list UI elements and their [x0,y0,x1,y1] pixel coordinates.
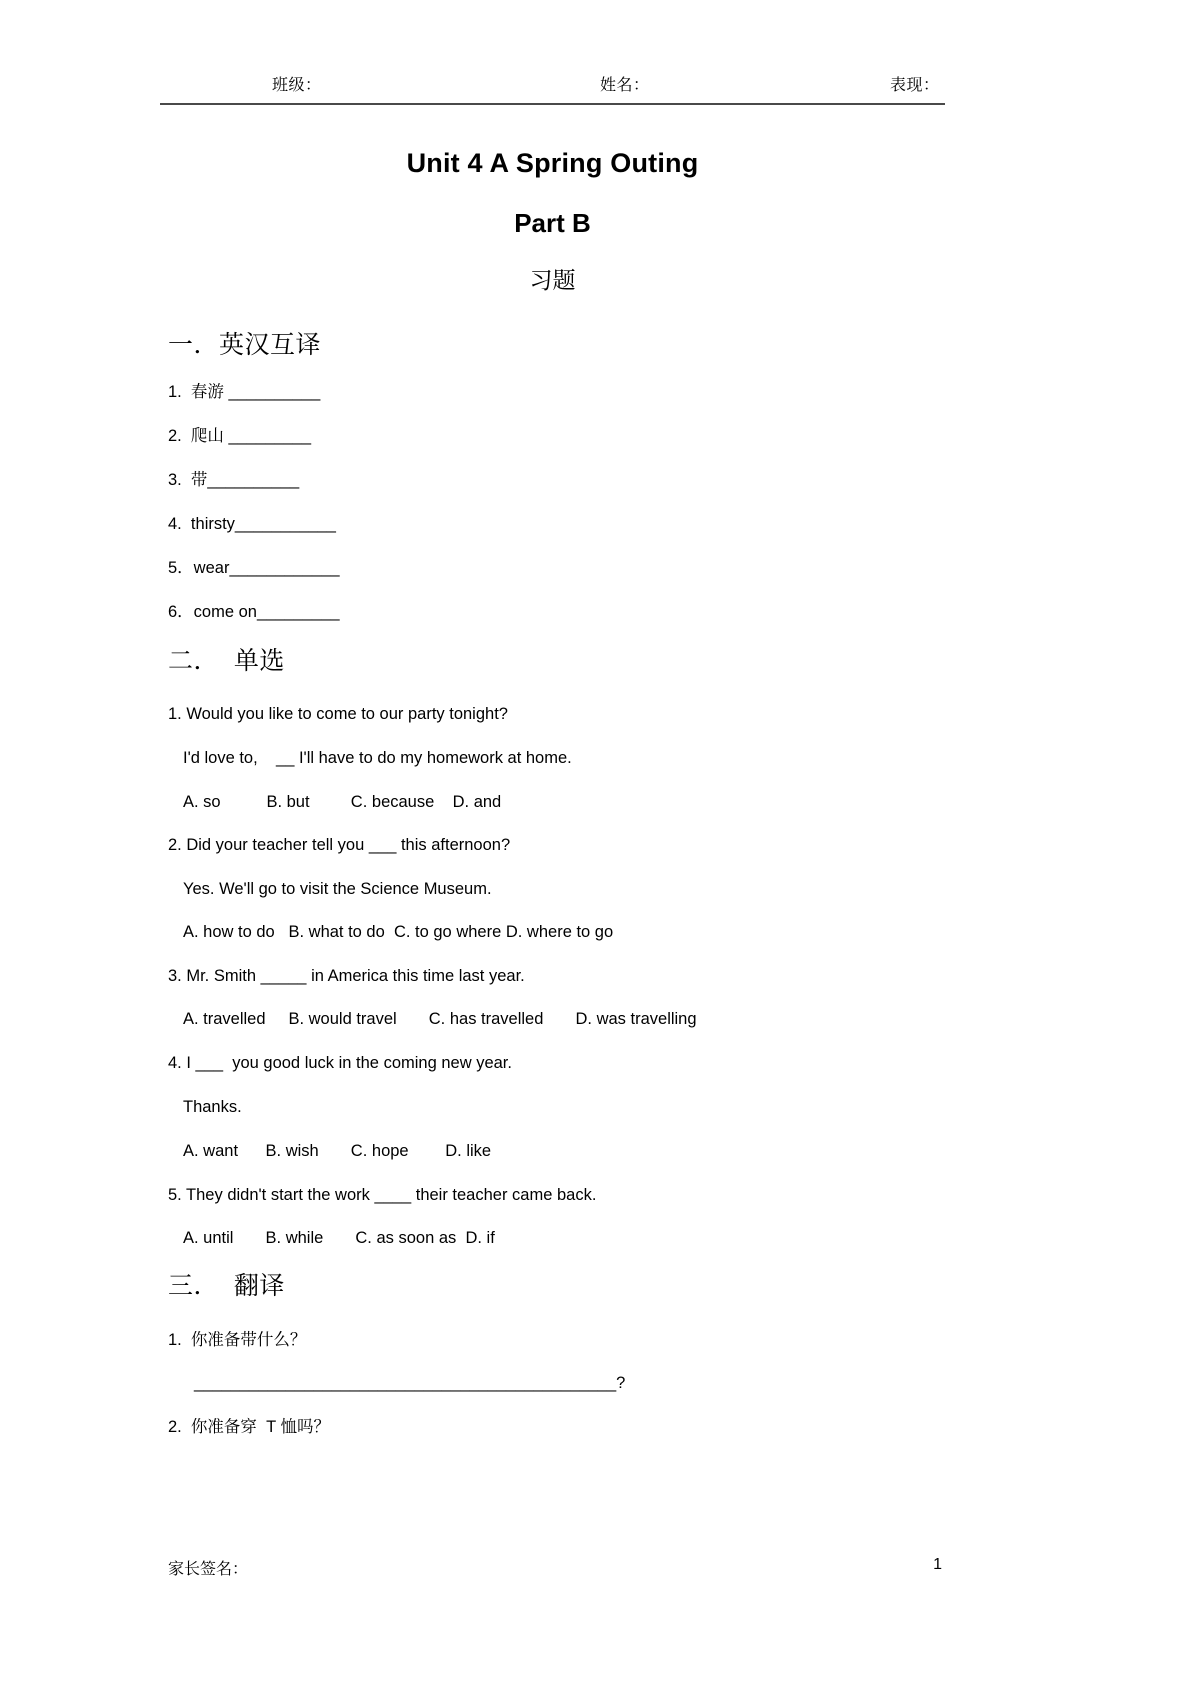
vocab-item-4: 4. thirsty___________ [168,515,336,533]
page-number: 1 [933,1556,942,1573]
section-heading-three: 三． 翻译 [168,1272,285,1300]
vocab-item-2: 2. 爬山 _________ [168,427,312,445]
page-header [160,72,945,102]
translation-item-1-answer-line[interactable]: ______________________________________________? [194,1374,626,1392]
mc-question-4-reply: Thanks. [183,1098,242,1116]
parent-signature-label: 家长签名： [168,1561,249,1578]
class-label: 班级： [272,77,322,94]
worksheet-sheet [160,0,945,1684]
vocab-item-5: 5．wear____________ [168,559,340,577]
vocab-item-1: 1. 春游 __________ [168,383,321,401]
mc-question-2-options: A. how to do B. what to do C. to go where D. where to go [183,923,614,941]
translation-item-1-prompt: 1. 你准备带什么？ [168,1331,307,1349]
mc-question-5-options: A. until B. while C. as soon as D. if [183,1229,495,1247]
mc-question-1-stem: 1. Would you like to come to our party tonight? [168,705,508,723]
vocab-item-3: 3. 带__________ [168,471,300,489]
mc-question-5-stem: 5. They didn't start the work ____ their teacher came back. [168,1186,597,1204]
section-heading-one: 一．英汉互译 [168,331,322,359]
section-heading-two: 二． 单选 [168,647,285,675]
vocab-item-6: 6．come on_________ [168,603,340,621]
mc-question-4-stem: 4. I ___ you good luck in the coming new year. [168,1054,512,1072]
header-divider [160,103,945,105]
mc-question-4-options: A. want B. wish C. hope D. like [183,1142,492,1160]
mc-question-1-reply: I'd love to, __ I'll have to do my homework at home. [183,749,572,767]
translation-item-2-prompt: 2. 你准备穿 T 恤吗？ [168,1418,330,1436]
mc-question-2-reply: Yes. We'll go to visit the Science Museum. [183,880,492,898]
page-title: Unit 4 A Spring Outing [406,148,699,178]
page-subtitle: Part B [514,208,591,238]
mc-question-1-options: A. so B. but C. because D. and [183,793,502,811]
mc-question-3-stem: 3. Mr. Smith _____ in America this time last year. [168,967,525,985]
page-title-chinese: 习题 [529,267,576,293]
performance-label: 表现： [890,77,940,94]
mc-question-2-stem: 2. Did your teacher tell you ___ this afternoon? [168,836,511,854]
mc-question-3-options: A. travelled B. would travel C. has travelled D. was travelling [183,1010,697,1028]
student-name-label: 姓名： [600,77,650,94]
